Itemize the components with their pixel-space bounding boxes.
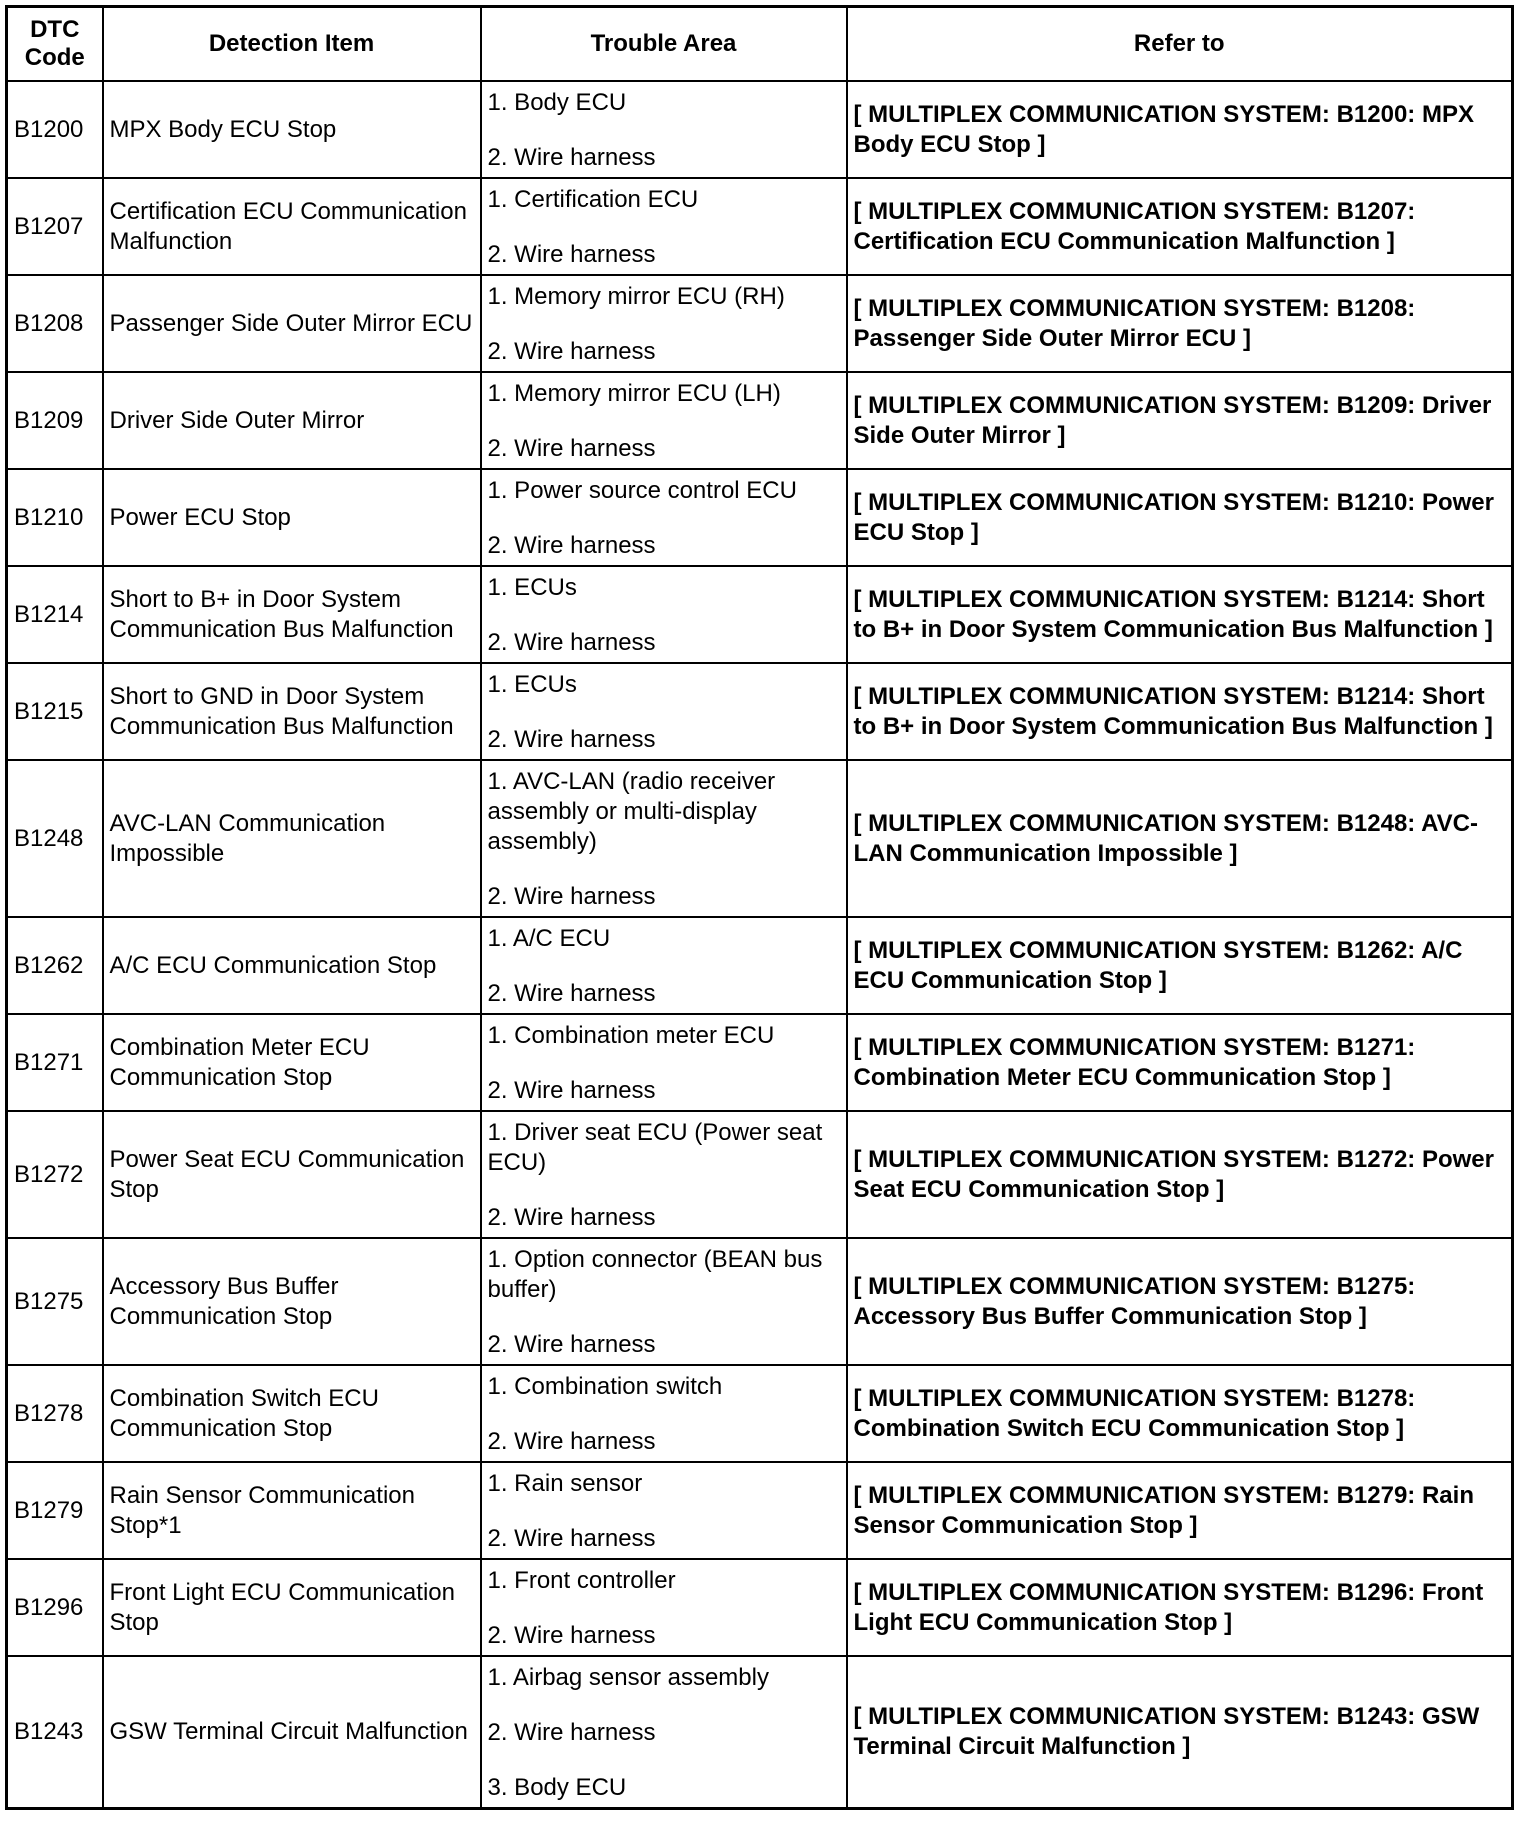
trouble-area-item: 2. Wire harness — [487, 726, 656, 753]
table-row — [7, 81, 1513, 178]
refer-to-cell: [ MULTIPLEX COMMUNICATION SYSTEM: B1278: Combination Switch ECU Communication Stop ] — [847, 1365, 1513, 1462]
trouble-area-item: 1. A/C ECU — [487, 925, 611, 952]
detection-item-cell: MPX Body ECU Stop — [103, 81, 481, 178]
refer-to-cell: [ MULTIPLEX COMMUNICATION SYSTEM: B1200: MPX Body ECU Stop ] — [847, 81, 1513, 178]
trouble-area-cell — [481, 1014, 847, 1111]
trouble-area-item: 1. AVC-LAN (radio receiver assembly or multi-display assembly) — [487, 768, 776, 855]
dtc-code-cell: B1262 — [7, 917, 103, 1014]
table-row — [7, 566, 1513, 663]
trouble-area-cell — [481, 1365, 847, 1462]
trouble-area-item: 2. Wire harness — [487, 435, 656, 462]
trouble-area-item: 1. Option connector (BEAN bus buffer) — [487, 1246, 823, 1303]
dtc-code-cell: B1243 — [7, 1656, 103, 1809]
trouble-area-cell — [481, 1111, 847, 1238]
detection-item-cell: Rain Sensor Communication Stop*1 — [103, 1462, 481, 1559]
dtc-code-cell: B1207 — [7, 178, 103, 275]
refer-to-cell: [ MULTIPLEX COMMUNICATION SYSTEM: B1262: A/C ECU Communication Stop ] — [847, 917, 1513, 1014]
dtc-code-cell: B1279 — [7, 1462, 103, 1559]
table-header-row — [7, 7, 1513, 82]
detection-item-cell: Front Light ECU Communication Stop — [103, 1559, 481, 1656]
detection-item-cell: Combination Switch ECU Communication Stop — [103, 1365, 481, 1462]
trouble-area-cell — [481, 1656, 847, 1809]
dtc-code-cell: B1275 — [7, 1238, 103, 1365]
header-dtc-code: DTC Code — [7, 7, 103, 82]
table-row — [7, 760, 1513, 917]
trouble-area-item: 2. Wire harness — [487, 883, 656, 910]
trouble-area-item: 2. Wire harness — [487, 338, 656, 365]
table-row — [7, 469, 1513, 566]
refer-to-cell: [ MULTIPLEX COMMUNICATION SYSTEM: B1209: Driver Side Outer Mirror ] — [847, 372, 1513, 469]
dtc-code-cell: B1248 — [7, 760, 103, 917]
detection-item-cell: Accessory Bus Buffer Communication Stop — [103, 1238, 481, 1365]
table-row — [7, 1111, 1513, 1238]
refer-to-cell: [ MULTIPLEX COMMUNICATION SYSTEM: B1272: Power Seat ECU Communication Stop ] — [847, 1111, 1513, 1238]
trouble-area-item: 1. ECUs — [487, 574, 577, 601]
trouble-area-item: 2. Wire harness — [487, 1622, 656, 1649]
detection-item-cell: Power Seat ECU Communication Stop — [103, 1111, 481, 1238]
trouble-area-cell — [481, 1559, 847, 1656]
trouble-area-item: 1. Memory mirror ECU (RH) — [487, 283, 785, 310]
trouble-area-item: 2. Wire harness — [487, 1204, 656, 1231]
trouble-area-item: 2. Wire harness — [487, 629, 656, 656]
trouble-area-cell — [481, 469, 847, 566]
trouble-area-item: 1. Rain sensor — [487, 1470, 643, 1497]
refer-to-cell: [ MULTIPLEX COMMUNICATION SYSTEM: B1296: Front Light ECU Communication Stop ] — [847, 1559, 1513, 1656]
table-row — [7, 1014, 1513, 1111]
table-row — [7, 372, 1513, 469]
trouble-area-item: 2. Wire harness — [487, 144, 656, 171]
trouble-area-item: 2. Wire harness — [487, 1077, 656, 1104]
table-row — [7, 663, 1513, 760]
trouble-area-cell — [481, 81, 847, 178]
trouble-area-cell — [481, 566, 847, 663]
trouble-area-item: 1. Body ECU — [487, 89, 627, 116]
dtc-code-cell: B1296 — [7, 1559, 103, 1656]
trouble-area-cell — [481, 1238, 847, 1365]
detection-item-cell: Power ECU Stop — [103, 469, 481, 566]
table-row — [7, 1559, 1513, 1656]
refer-to-cell: [ MULTIPLEX COMMUNICATION SYSTEM: B1214: Short to B+ in Door System Communication Bus Malfunction ] — [847, 566, 1513, 663]
refer-to-cell: [ MULTIPLEX COMMUNICATION SYSTEM: B1208: Passenger Side Outer Mirror ECU ] — [847, 275, 1513, 372]
dtc-code-cell: B1210 — [7, 469, 103, 566]
dtc-code-cell: B1215 — [7, 663, 103, 760]
trouble-area-cell — [481, 372, 847, 469]
refer-to-cell: [ MULTIPLEX COMMUNICATION SYSTEM: B1207: Certification ECU Communication Malfunction ] — [847, 178, 1513, 275]
detection-item-cell: Passenger Side Outer Mirror ECU — [103, 275, 481, 372]
dtc-code-cell: B1272 — [7, 1111, 103, 1238]
detection-item-cell: Short to B+ in Door System Communication Bus Malfunction — [103, 566, 481, 663]
table-row — [7, 1238, 1513, 1365]
trouble-area-cell — [481, 663, 847, 760]
trouble-area-cell — [481, 917, 847, 1014]
trouble-area-item: 1. Front controller — [487, 1567, 676, 1594]
detection-item-cell: AVC-LAN Communication Impossible — [103, 760, 481, 917]
trouble-area-item: 1. Memory mirror ECU (LH) — [487, 380, 781, 407]
trouble-area-item: 2. Wire harness — [487, 1525, 656, 1552]
trouble-area-item: 2. Wire harness — [487, 1428, 656, 1455]
refer-to-cell: [ MULTIPLEX COMMUNICATION SYSTEM: B1210: Power ECU Stop ] — [847, 469, 1513, 566]
refer-to-cell: [ MULTIPLEX COMMUNICATION SYSTEM: B1214: Short to B+ in Door System Communication Bus Malfunction ] — [847, 663, 1513, 760]
dtc-code-cell: B1200 — [7, 81, 103, 178]
trouble-area-cell — [481, 1462, 847, 1559]
trouble-area-cell — [481, 760, 847, 917]
trouble-area-item: 1. Driver seat ECU (Power seat ECU) — [487, 1119, 823, 1176]
header-trouble-area: Trouble Area — [481, 7, 847, 82]
trouble-area-cell — [481, 275, 847, 372]
table-row — [7, 1656, 1513, 1809]
trouble-area-item: 1. Combination meter ECU — [487, 1022, 775, 1049]
trouble-area-item: 2. Wire harness — [487, 1719, 656, 1746]
detection-item-cell: Short to GND in Door System Communication Bus Malfunction — [103, 663, 481, 760]
table-row — [7, 275, 1513, 372]
refer-to-cell: [ MULTIPLEX COMMUNICATION SYSTEM: B1243: GSW Terminal Circuit Malfunction ] — [847, 1656, 1513, 1809]
header-refer-to: Refer to — [847, 7, 1513, 82]
dtc-code-cell: B1271 — [7, 1014, 103, 1111]
detection-item-cell: Certification ECU Communication Malfunction — [103, 178, 481, 275]
detection-item-cell: A/C ECU Communication Stop — [103, 917, 481, 1014]
trouble-area-item: 1. Power source control ECU — [487, 477, 797, 504]
trouble-area-item: 2. Wire harness — [487, 532, 656, 559]
header-detection-item: Detection Item — [103, 7, 481, 82]
trouble-area-item: 3. Body ECU — [487, 1774, 627, 1801]
trouble-area-item: 2. Wire harness — [487, 1331, 656, 1358]
trouble-area-item: 2. Wire harness — [487, 241, 656, 268]
trouble-area-item: 1. ECUs — [487, 671, 577, 698]
table-row — [7, 178, 1513, 275]
refer-to-cell: [ MULTIPLEX COMMUNICATION SYSTEM: B1275: Accessory Bus Buffer Communication Stop ] — [847, 1238, 1513, 1365]
dtc-code-cell: B1214 — [7, 566, 103, 663]
dtc-code-cell: B1209 — [7, 372, 103, 469]
trouble-area-cell — [481, 178, 847, 275]
refer-to-cell: [ MULTIPLEX COMMUNICATION SYSTEM: B1271: Combination Meter ECU Communication Stop ] — [847, 1014, 1513, 1111]
trouble-area-item: 1. Certification ECU — [487, 186, 699, 213]
detection-item-cell: Combination Meter ECU Communication Stop — [103, 1014, 481, 1111]
detection-item-cell: Driver Side Outer Mirror — [103, 372, 481, 469]
trouble-area-item: 2. Wire harness — [487, 980, 656, 1007]
table-row — [7, 1462, 1513, 1559]
detection-item-cell: GSW Terminal Circuit Malfunction — [103, 1656, 481, 1809]
dtc-table — [5, 5, 1514, 1810]
table-row — [7, 917, 1513, 1014]
dtc-code-cell: B1278 — [7, 1365, 103, 1462]
refer-to-cell: [ MULTIPLEX COMMUNICATION SYSTEM: B1248: AVC-LAN Communication Impossible ] — [847, 760, 1513, 917]
table-row — [7, 1365, 1513, 1462]
refer-to-cell: [ MULTIPLEX COMMUNICATION SYSTEM: B1279: Rain Sensor Communication Stop ] — [847, 1462, 1513, 1559]
trouble-area-item: 1. Airbag sensor assembly — [487, 1664, 769, 1691]
table-body — [7, 81, 1513, 1809]
dtc-code-cell: B1208 — [7, 275, 103, 372]
trouble-area-item: 1. Combination switch — [487, 1373, 723, 1400]
